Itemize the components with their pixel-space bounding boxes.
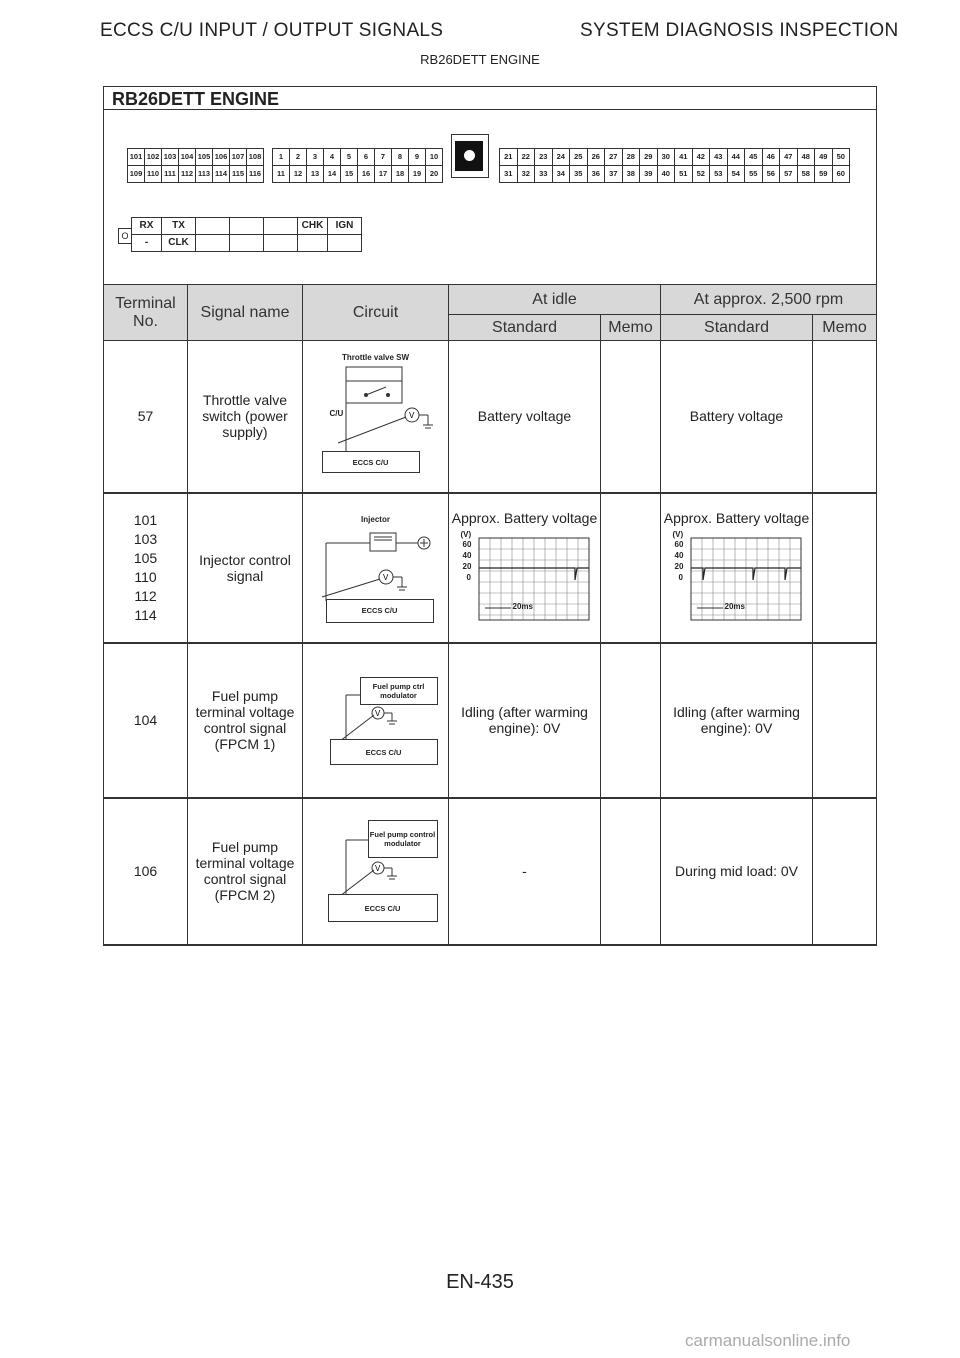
wave-tick: 20 [462,561,472,571]
rpm-standard: During mid load: 0V [661,798,813,945]
wave-time: 20ms [512,601,533,611]
diag-connector-cell [263,217,298,235]
connector-pin: 46 [762,148,781,166]
table-row [104,341,877,493]
connector-pin: 43 [709,148,728,166]
connector-pin: 40 [657,165,676,183]
rpm-standard: Idling (after warming engine): 0V [661,643,813,798]
table-row [104,643,877,798]
wave-tick: 0 [466,572,471,582]
idle-memo [601,493,661,643]
fuel-pump-modulator-box: Fuel pump ctrl modulator [360,677,438,705]
connector-pin: 2 [289,148,307,166]
terminal-no: 101 103 105 110 112 114 [104,493,188,643]
connector-pin: 27 [604,148,623,166]
col-idle-memo: Memo [601,315,661,341]
connector-pin: 60 [832,165,851,183]
connector-pin: 55 [744,165,763,183]
connector-pin: 107 [229,148,247,166]
connector-pin: 21 [499,148,518,166]
rpm-memo [813,341,877,493]
connector-pin: 9 [408,148,426,166]
connector-pin: 59 [814,165,833,183]
header-left: ECCS C/U INPUT / OUTPUT SIGNALS [100,20,444,41]
col-rpm-memo: Memo [813,315,877,341]
diag-connector-cell [327,234,362,252]
rpm-standard: Battery voltage [661,341,813,493]
idle-memo [601,643,661,798]
circuit-label: Injector [361,514,390,524]
connector-pin: 104 [178,148,196,166]
connector-pin: 106 [212,148,230,166]
connector-pin: 112 [178,165,196,183]
idle-memo [601,341,661,493]
connector-pin: 35 [569,165,588,183]
circuit-cell [303,643,449,798]
connector-pin: 30 [657,148,676,166]
connector-pin: 38 [622,165,641,183]
wave-tick: 20 [674,561,684,571]
connector-pin: 7 [374,148,392,166]
wave-tick: 60 [674,539,684,549]
connector-pin: 32 [517,165,536,183]
section-title: RB26DETT ENGINE [112,89,280,109]
terminal-no: 106 [104,798,188,945]
connector-pin: 14 [323,165,341,183]
connector-pin: 47 [779,148,798,166]
connector-pin: 4 [323,148,341,166]
col-idle: At idle [449,285,661,315]
connector-pin: 45 [744,148,763,166]
connector-pin: 19 [408,165,426,183]
diag-connector-cell: RX [131,217,162,235]
connector-pin: 6 [357,148,375,166]
ecu-box: ECCS C/U [328,894,438,922]
fuel-pump-modulator-box: Fuel pump control modulator [368,820,438,858]
connector-pin: 17 [374,165,392,183]
col-terminal: Terminal No. [104,285,188,341]
connector-pin: 53 [709,165,728,183]
ecu-box: ECCS C/U [322,451,420,473]
diag-connector-cell: CLK [161,234,196,252]
connector-pin: 10 [425,148,443,166]
terminal-no: 57 [104,341,188,493]
connector-pin: 25 [569,148,588,166]
idle-standard [449,493,601,643]
connector-pin: 37 [604,165,623,183]
col-rpm: At approx. 2,500 rpm [661,285,877,315]
connector-pin: 26 [587,148,606,166]
connector-pin: 39 [639,165,658,183]
connector-pin: 36 [587,165,606,183]
connector-pin: 49 [814,148,833,166]
svg-text:V: V [374,864,380,873]
connector-latch-icon: O [118,228,132,244]
rpm-standard-text: Approx. Battery voltage [663,509,810,526]
connector-pin: 11 [272,165,290,183]
connector-pin: 109 [127,165,145,183]
col-signal: Signal name [188,285,303,341]
diag-connector-cell: CHK [297,217,328,235]
connector-pin: 116 [246,165,264,183]
connector-pin: 16 [357,165,375,183]
idle-memo [601,798,661,945]
watermark: carmanualsonline.info [685,1331,851,1350]
col-rpm-standard: Standard [661,315,813,341]
connector-pin: 5 [340,148,358,166]
connector-pin: 110 [144,165,162,183]
rpm-memo [813,798,877,945]
wave-unit: (V) [672,529,684,539]
diag-connector-cell [263,234,298,252]
wave-time: 20ms [724,601,745,611]
diag-connector-cell [195,217,230,235]
connector-pin: 102 [144,148,162,166]
col-idle-standard: Standard [449,315,601,341]
injector-waveform [667,530,807,626]
circuit-cu-label: C/U [329,409,344,419]
connector-pin: 51 [674,165,693,183]
connector-pin: 42 [692,148,711,166]
connector-pin: 20 [425,165,443,183]
page-number: EN-435 [446,1271,514,1293]
connector-pin: 115 [229,165,247,183]
connector-pin: 54 [727,165,746,183]
connector-pin: 48 [797,148,816,166]
svg-text:V: V [382,572,388,582]
signal-name: Fuel pump terminal voltage control signal (FPCM 1) [188,643,303,798]
connector-pin: 52 [692,165,711,183]
signal-name: Throttle valve switch (power supply) [188,341,303,493]
connector-pin: 111 [161,165,179,183]
diag-connector-cell [297,234,328,252]
diag-connector-cell [229,234,264,252]
injector-waveform [455,530,595,626]
connector-pin: 44 [727,148,746,166]
wave-tick: 40 [674,550,684,560]
connector-pin: 34 [552,165,571,183]
wave-tick: 0 [678,572,683,582]
idle-standard-text: Approx. Battery voltage [451,509,598,526]
wave-unit: (V) [460,529,472,539]
connector-pin: 15 [340,165,358,183]
signal-table [103,284,877,946]
table-row [104,493,877,643]
ecu-connector-diagram [128,148,868,188]
connector-pin: 12 [289,165,307,183]
connector-pin: 50 [832,148,851,166]
rpm-memo [813,493,877,643]
connector-pin: 29 [639,148,658,166]
signal-name: Fuel pump terminal voltage control signal (FPCM 2) [188,798,303,945]
connector-pin: 24 [552,148,571,166]
diag-connector-cell [229,217,264,235]
svg-text:V: V [374,709,380,718]
connector-pin: 114 [212,165,230,183]
ecu-box: ECCS C/U [326,599,434,623]
fuel-pump-diagram [316,655,436,785]
header-right: SYSTEM DIAGNOSIS INSPECTION [580,20,899,41]
diag-connector-cell [195,234,230,252]
header-subtitle: RB26DETT ENGINE [420,52,540,67]
connector-pin: 57 [779,165,798,183]
connector-pin: 113 [195,165,213,183]
connector-pin: 3 [306,148,324,166]
idle-standard: - [449,798,601,945]
connector-pin: 1 [272,148,290,166]
terminal-no: 104 [104,643,188,798]
connector-pin: 105 [195,148,213,166]
connector-pin: 13 [306,165,324,183]
col-circuit: Circuit [303,285,449,341]
connector-pin: 33 [534,165,553,183]
idle-standard: Battery voltage [449,341,601,493]
svg-text:V: V [408,411,414,421]
circuit-label: Throttle valve SW [341,353,410,363]
wave-tick: 60 [462,539,472,549]
circuit-cell [303,798,449,945]
idle-standard: Idling (after warming engine): 0V [449,643,601,798]
connector-pin: 8 [391,148,409,166]
rpm-memo [813,643,877,798]
connector-pin: 31 [499,165,518,183]
signal-name: Injector control signal [188,493,303,643]
connector-pin: 22 [517,148,536,166]
ecu-box: ECCS C/U [330,739,438,765]
connector-pin: 108 [246,148,264,166]
connector-pin: 101 [127,148,145,166]
connector-pin: 58 [797,165,816,183]
connector-key-icon [451,134,489,178]
connector-pin: 41 [674,148,693,166]
connector-pin: 103 [161,148,179,166]
circuit-cell [303,341,449,493]
table-row [104,798,877,945]
connector-pin: 18 [391,165,409,183]
circuit-cell [303,493,449,643]
diag-connector-cell: IGN [327,217,362,235]
wave-tick: 40 [462,550,472,560]
diag-connector-cell: - [131,234,162,252]
connector-pin: 56 [762,165,781,183]
connector-pin: 23 [534,148,553,166]
connector-pin: 28 [622,148,641,166]
rpm-standard [661,493,813,643]
diag-connector-cell: TX [161,217,196,235]
